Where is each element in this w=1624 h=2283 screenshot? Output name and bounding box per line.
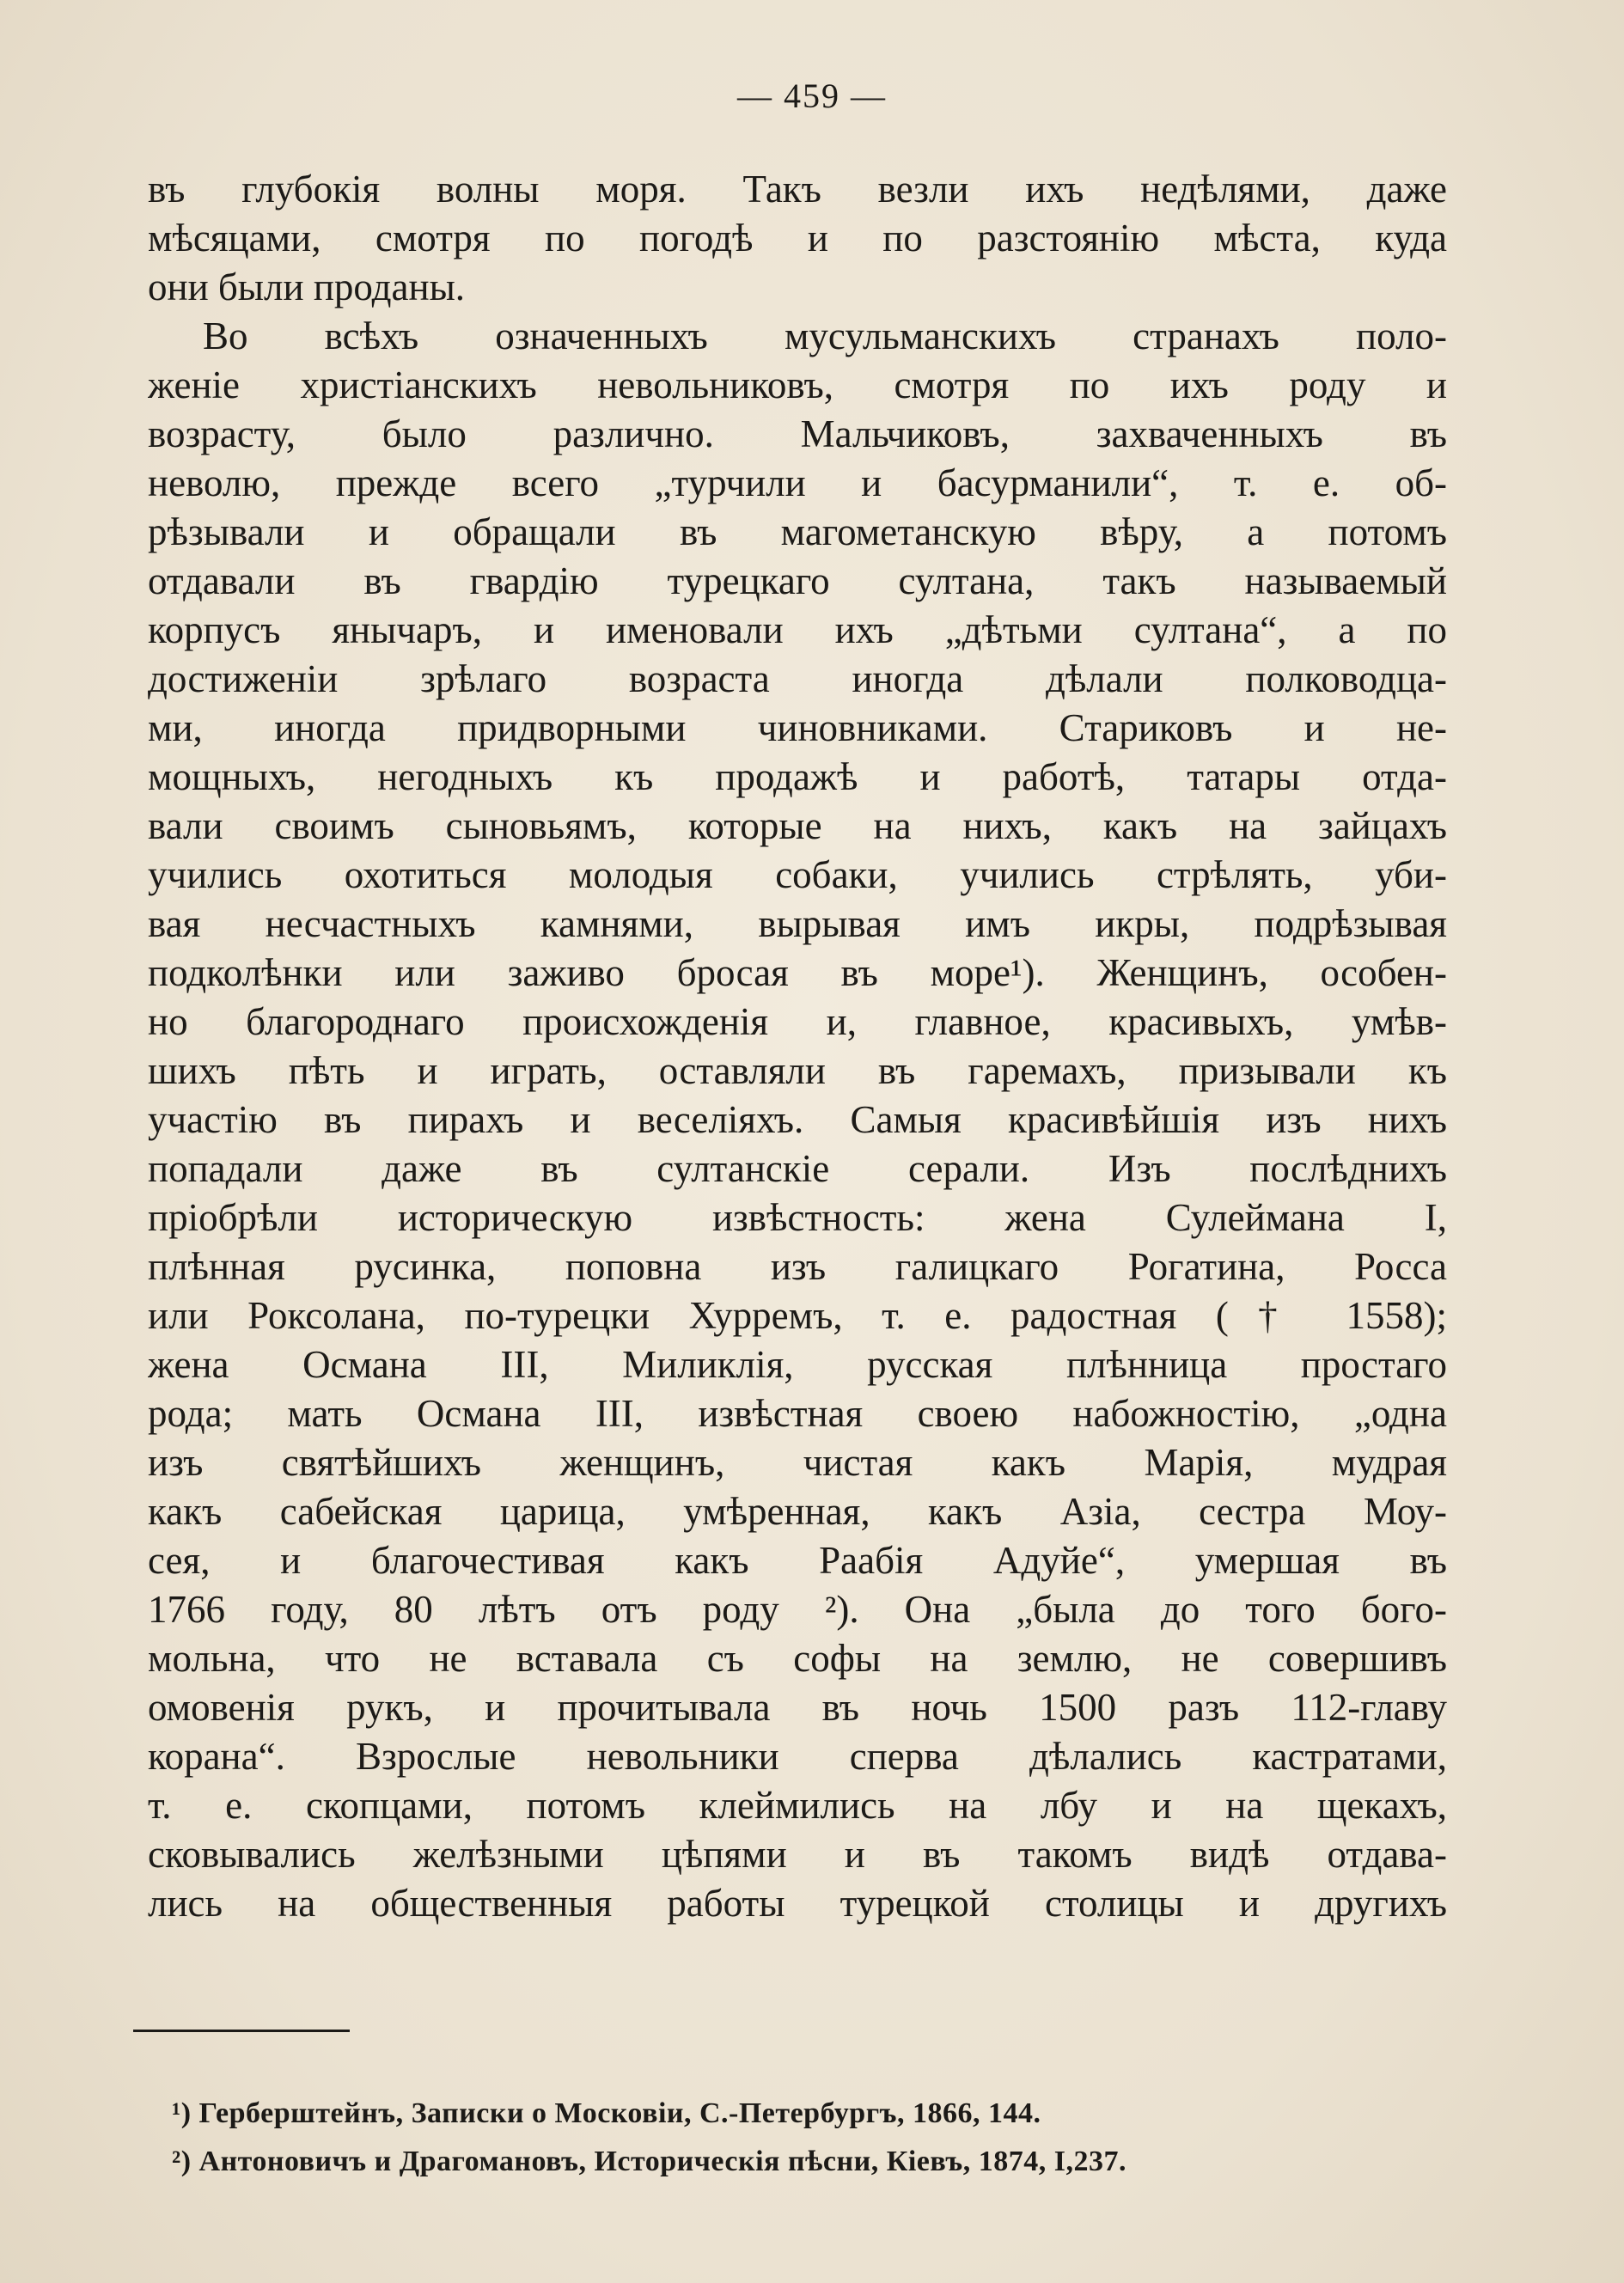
text-line: 1766 году, 80 лѣтъ отъ роду ²). Она „была до того бого-: [148, 1588, 1447, 1631]
text-line: сея, и благочестивая какъ Раабія Адуйе“, умершая въ: [148, 1539, 1447, 1582]
text-line: но благороднаго происхожденія и, главное, красивыхъ, умѣв-: [148, 1000, 1447, 1043]
text-line: Во всѣхъ означенныхъ мусульманскихъ странахъ поло-: [203, 314, 1447, 357]
paragraph: [148, 312, 1447, 1928]
text-line: пріобрѣли историческую извѣстность: жена Сулеймана I,: [148, 1196, 1447, 1239]
footnote-divider: [133, 2030, 350, 2032]
text-line: рѣзывали и обращали въ магометанскую вѣру, а потомъ: [148, 510, 1447, 553]
text-line: сковывались желѣзными цѣпями и въ такомъ видѣ отдава-: [148, 1833, 1447, 1876]
text-line: мощныхъ, негодныхъ къ продажѣ и работѣ, татары отда-: [148, 755, 1447, 798]
text-line: мѣсяцами, смотря по погодѣ и по разстоянію мѣста, куда: [148, 217, 1447, 259]
text-line: изъ святѣйшихъ женщинъ, чистая какъ Марія, мудрая: [148, 1441, 1447, 1484]
text-line: или Роксолана, по-турецки Хурремъ, т. е. радостная († 1558);: [148, 1294, 1447, 1337]
text-line: мольна, что не вставала съ софы на землю, не совершивъ: [148, 1637, 1447, 1680]
text-line: возрасту, было различно. Мальчиковъ, захваченныхъ въ: [148, 412, 1447, 455]
text-line: женіе христіанскихъ невольниковъ, смотря по ихъ роду и: [148, 363, 1447, 406]
text-line: участію въ пирахъ и веселіяхъ. Самыя красивѣйшія изъ нихъ: [148, 1098, 1447, 1141]
paragraph: [148, 165, 1447, 312]
text-line: вали своимъ сыновьямъ, которые на нихъ, какъ на зайцахъ: [148, 804, 1447, 847]
text-line: отдавали въ гвардію турецкаго султана, такъ называемый: [148, 559, 1447, 602]
page-number: — 459 —: [737, 76, 887, 115]
text-line: попадали даже въ султанскіе серали. Изъ послѣднихъ: [148, 1147, 1447, 1190]
text-line: какъ сабейская царица, умѣренная, какъ Азіа, сестра Моу-: [148, 1490, 1447, 1533]
text-line: учились охотиться молодыя собаки, учились стрѣлять, уби-: [148, 853, 1447, 896]
text-line: вая несчастныхъ камнями, вырывая имъ икры, подрѣзывая: [148, 902, 1447, 945]
text-line: достиженіи зрѣлаго возраста иногда дѣлали полководца-: [148, 657, 1447, 700]
body-text: [148, 165, 1447, 1928]
text-line: подколѣнки или заживо бросая въ море¹). Женщинъ, особен-: [148, 951, 1447, 994]
text-line: рода; мать Османа III, извѣстная своею набожностію, „одна: [148, 1392, 1447, 1435]
text-line: т. е. скопцами, потомъ клеймились на лбу и на щекахъ,: [148, 1784, 1447, 1827]
text-line: плѣнная русинка, поповна изъ галицкаго Рогатина, Росса: [148, 1245, 1447, 1288]
text-line: корпусъ янычаръ, и именовали ихъ „дѣтьми султана“, а по: [148, 608, 1447, 651]
text-line: неволю, прежде всего „турчили и басурманили“, т. е. об-: [148, 461, 1447, 504]
text-line: жена Османа III, Миликлія, русская плѣнница простаго: [148, 1343, 1447, 1386]
text-line: лись на общественныя работы турецкой столицы и другихъ: [148, 1882, 1447, 1925]
footnote-2: ²) Антоновичъ и Драгомановъ, Историческія пѣсни, Кіевъ, 1874, I,237.: [172, 2146, 1126, 2177]
text-line: ми, иногда придворными чиновниками. Стариковъ и не-: [148, 706, 1447, 749]
text-line: омовенія рукъ, и прочитывала въ ночь 1500 разъ 112-главу: [148, 1686, 1447, 1729]
footnote-1: ¹) Герберштейнъ, Записки о Московіи, С.-Петербургъ, 1866, 144.: [172, 2097, 1041, 2129]
text-line: они были проданы.: [148, 266, 466, 308]
footnotes: [172, 2090, 1418, 2186]
text-line: корана“. Взрослые невольники сперва дѣлались кастратами,: [148, 1735, 1447, 1778]
text-line: шихъ пѣть и играть, оставляли въ гаремахъ, призывали къ: [148, 1049, 1447, 1092]
text-line: въ глубокія волны моря. Такъ везли ихъ недѣлями, даже: [148, 168, 1447, 211]
